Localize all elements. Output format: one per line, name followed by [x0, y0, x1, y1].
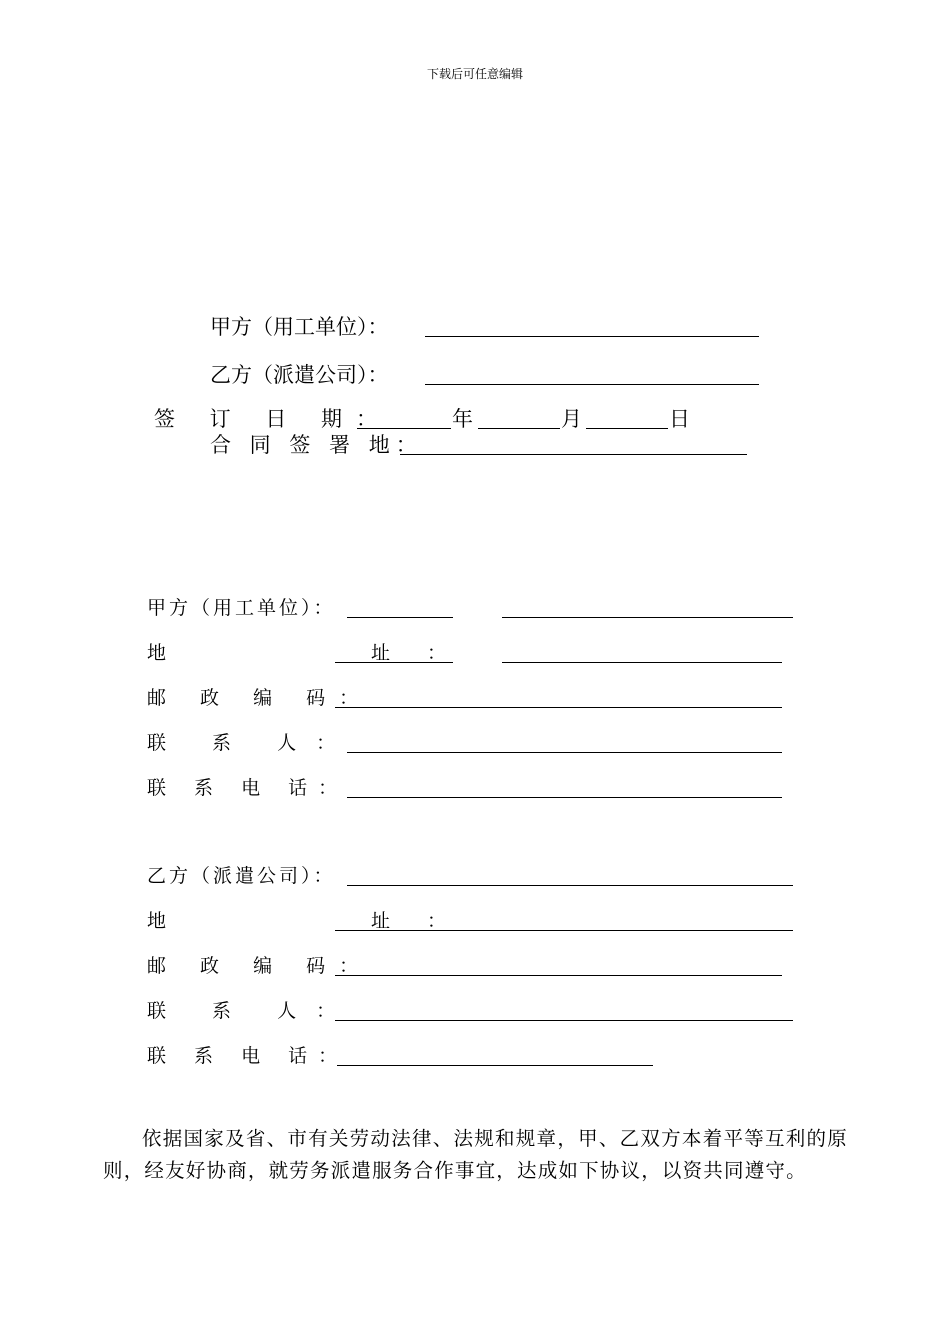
party-b-phone-field[interactable]	[337, 1065, 653, 1066]
party-a-title-field-2[interactable]	[502, 617, 793, 618]
sign-date-label: 签 订 日 期：	[154, 407, 392, 431]
header-note: 下载后可任意编辑	[426, 67, 523, 81]
party-b-address-label: 地 址：	[147, 910, 484, 932]
sign-place-field[interactable]	[400, 454, 747, 455]
party-b-title-field[interactable]	[347, 885, 793, 886]
party-a-title-label: 甲方（用工单位）：	[147, 597, 336, 619]
sign-place-label: 合 同 签 署 地：	[210, 433, 423, 457]
party-b-contact-field[interactable]	[335, 1020, 793, 1021]
party-a-phone-label: 联 系 电 话：	[147, 777, 349, 799]
sign-month-field[interactable]	[478, 428, 560, 429]
party-a-contact-label: 联 系 人：	[147, 732, 356, 754]
party-b-postcode-field[interactable]	[335, 975, 782, 976]
party-b-contact-label: 联 系 人：	[147, 1000, 356, 1022]
party-a-address-label: 地 址：	[147, 642, 484, 664]
sign-day-field[interactable]	[586, 428, 668, 429]
intro-paragraph: 依据国家及省、市有关劳动法律、法规和规章，甲、乙双方本着平等互利的原则，经友好协商，就劳务派遣服务合作事宜，达成如下协议，以资共同遵守。	[103, 1127, 848, 1182]
party-b-title-label: 乙方（派遣公司）：	[147, 865, 336, 887]
cover-party-a-label: 甲方（用工单位）：	[210, 315, 389, 339]
party-b-postcode-label: 邮 政 编 码：	[147, 955, 373, 977]
party-a-address-field-1[interactable]	[335, 662, 453, 663]
party-a-phone-field[interactable]	[347, 797, 782, 798]
party-a-postcode-field[interactable]	[335, 707, 782, 708]
cover-party-b-field[interactable]	[425, 384, 759, 385]
party-b-address-field[interactable]	[335, 930, 793, 931]
party-a-contact-field[interactable]	[347, 752, 782, 753]
sign-day-unit: 日	[669, 407, 690, 431]
party-a-title-field-1[interactable]	[347, 617, 453, 618]
sign-year-field[interactable]	[357, 428, 451, 429]
cover-party-a-field[interactable]	[425, 336, 759, 337]
cover-party-b-label: 乙方（派遣公司）：	[210, 363, 389, 387]
sign-month-unit: 月	[561, 407, 582, 431]
party-a-postcode-label: 邮 政 编 码：	[147, 687, 373, 709]
party-b-phone-label: 联 系 电 话：	[147, 1045, 349, 1067]
sign-year-unit: 年	[452, 407, 473, 431]
party-a-address-field-2[interactable]	[502, 662, 782, 663]
